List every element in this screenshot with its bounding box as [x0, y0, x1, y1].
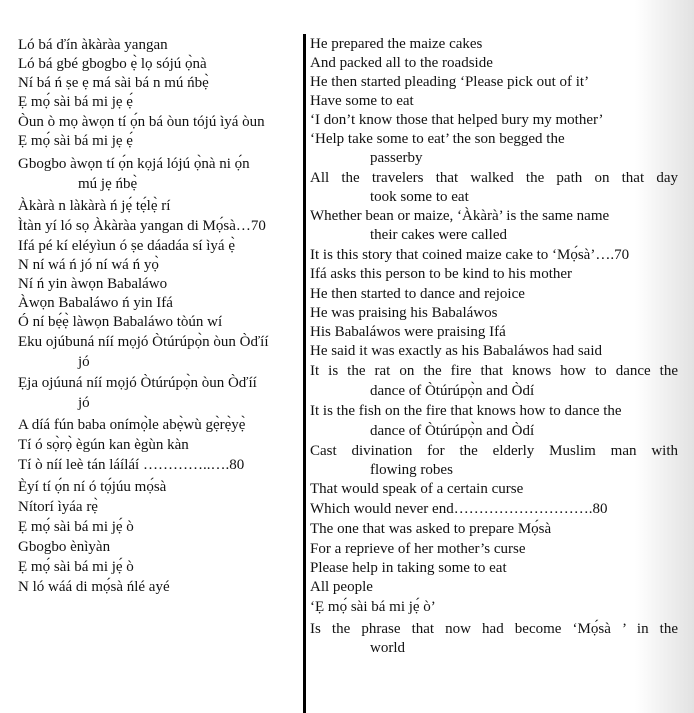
translation-line-continuation: flowing robes	[370, 462, 453, 478]
verse-line: Ẹ mọ́ sài bá mi jẹ ẹ́	[18, 133, 133, 149]
translation-line: It is the fish on the fire that knows how to dance the	[310, 403, 622, 419]
translation-line: It is the rat on the fire that knows how to dance the	[310, 363, 678, 379]
translation-line-continuation: their cakes were called	[370, 227, 507, 243]
verse-line-continuation: jó	[78, 354, 90, 370]
translation-line-continuation: passerby	[370, 150, 423, 166]
translation-line: Which would never end……………………….80	[310, 501, 608, 517]
verse-line: Ní bá ń ṣe ẹ má sài bá n mú ńbẹ̀	[18, 75, 209, 91]
translation-line: Is the phrase that now had become ‘Mọ́sà ’ in the	[310, 621, 678, 637]
verse-line: Eku ojúbuná níí mọjó Òtúrúpọ̀n òun Òďíí	[18, 334, 269, 350]
verse-line-continuation: jó	[78, 395, 90, 411]
translation-line-continuation: dance of Òtúrúpọ̀n and Òdí	[370, 383, 535, 399]
translation-line: ‘Ẹ mọ́ sài bá mi jẹ́ ò’	[310, 599, 436, 615]
translation-line-continuation: took some to eat	[370, 189, 469, 205]
translation-line: He then started to dance and rejoice	[310, 286, 525, 302]
verse-line: Ní ń yin àwọn Babaláwo	[18, 276, 168, 292]
verse-line: Gbogbo ènìyàn	[18, 539, 111, 555]
translation-line: He prepared the maize cakes	[310, 36, 483, 52]
verse-line: Ẹ mọ́ sài bá mi jẹ́ ò	[18, 559, 134, 575]
column-divider	[303, 34, 306, 713]
verse-line: Gbogbo àwọn tí ọ́n kọjá lójú ọ̀nà ni ọ́n	[18, 156, 250, 172]
verse-line: Tí ò níí leè tán láíláí …………..….80	[18, 457, 245, 473]
verse-line: N ní wá ń jó ní wá ń yọ̀	[18, 257, 159, 273]
translation-line: ‘I don’t know those that helped bury my mother’	[310, 112, 604, 128]
translation-line: The one that was asked to prepare Mọ́sà	[310, 521, 552, 537]
verse-line: Ẹja ojúuná níí mọjó Òtúrúpọ̀n òun Òďíí	[18, 375, 257, 391]
verse-line: Ló bá gbé gbogbo ẹ̀ lọ sójú ọ̀nà	[18, 56, 207, 72]
verse-line: Ifá pé kí eléyìun ó ṣe dáadáa sí ìyá ẹ̀	[18, 238, 235, 254]
translation-line-continuation: world	[370, 640, 405, 656]
translation-line: He then started pleading ‘Please pick out of it’	[310, 74, 590, 90]
translation-line: ‘Help take some to eat’ the son begged the	[310, 131, 565, 147]
verse-line: Àkàrà n làkàrà ń jẹ́ tẹ́lẹ̀ rí	[18, 198, 171, 214]
translation-line: Ifá asks this person to be kind to his mother	[310, 266, 573, 282]
translation-line: He was praising his Babaláwos	[310, 305, 498, 321]
verse-line: Ló bá ďín àkàràa yangan	[18, 37, 168, 53]
translation-line: That would speak of a certain curse	[310, 481, 524, 497]
translation-line-continuation: dance of Òtúrúpọ̀n and Òdí	[370, 423, 535, 439]
verse-line: N ló wáá di mọ́sà ńlé ayé	[18, 579, 170, 595]
verse-line: Nítorí ìyáa rẹ̀	[18, 499, 98, 515]
verse-line: Èyí tí ọ́n ní ó tọ́júu mọ́sà	[18, 479, 167, 495]
translation-line: Cast divination for the elderly Muslim man with	[310, 443, 678, 459]
translation-line: It is this story that coined maize cake to ‘Mọ́sà’….70	[310, 247, 630, 263]
translation-line: And packed all to the roadside	[310, 55, 493, 71]
translation-line: He said it was exactly as his Babaláwos had said	[310, 343, 603, 359]
verse-line: Ẹ mọ́ sài bá mi jẹ ẹ́	[18, 94, 133, 110]
verse-line: A díá fún baba onímọ̀le abẹ̀wù gẹ̀rẹ̀yẹ̀	[18, 417, 246, 433]
verse-line: Ó ní bẹ́ẹ̀ làwọn Babaláwo tòún wí	[18, 314, 223, 330]
translation-line: Please help in taking some to eat	[310, 560, 507, 576]
verse-line: Òun ò mọ àwọn tí ọ́n bá òun tójú ìyá òun	[18, 114, 265, 130]
translation-line: His Babaláwos were praising Ifá	[310, 324, 506, 340]
verse-line: Ìtàn yí ló sọ Àkàràa yangan di Mọ́sà…70	[18, 218, 266, 234]
translation-line: Have some to eat	[310, 93, 414, 109]
translation-line: All people	[310, 579, 373, 595]
verse-line: Àwọn Babaláwo ń yin Ifá	[18, 295, 173, 311]
translation-line: All the travelers that walked the path on that day	[310, 170, 678, 186]
verse-line: Ẹ mọ́ sài bá mi jẹ́ ò	[18, 519, 134, 535]
verse-line-continuation: mú jẹ ńbẹ̀	[78, 176, 138, 192]
verse-line: Tí ó sọ̀rọ̀ ègún kan ègùn kàn	[18, 437, 189, 453]
translation-line: For a reprieve of her mother’s curse	[310, 541, 526, 557]
translation-line: Whether bean or maize, ‘Àkàrà’ is the same name	[310, 208, 610, 224]
